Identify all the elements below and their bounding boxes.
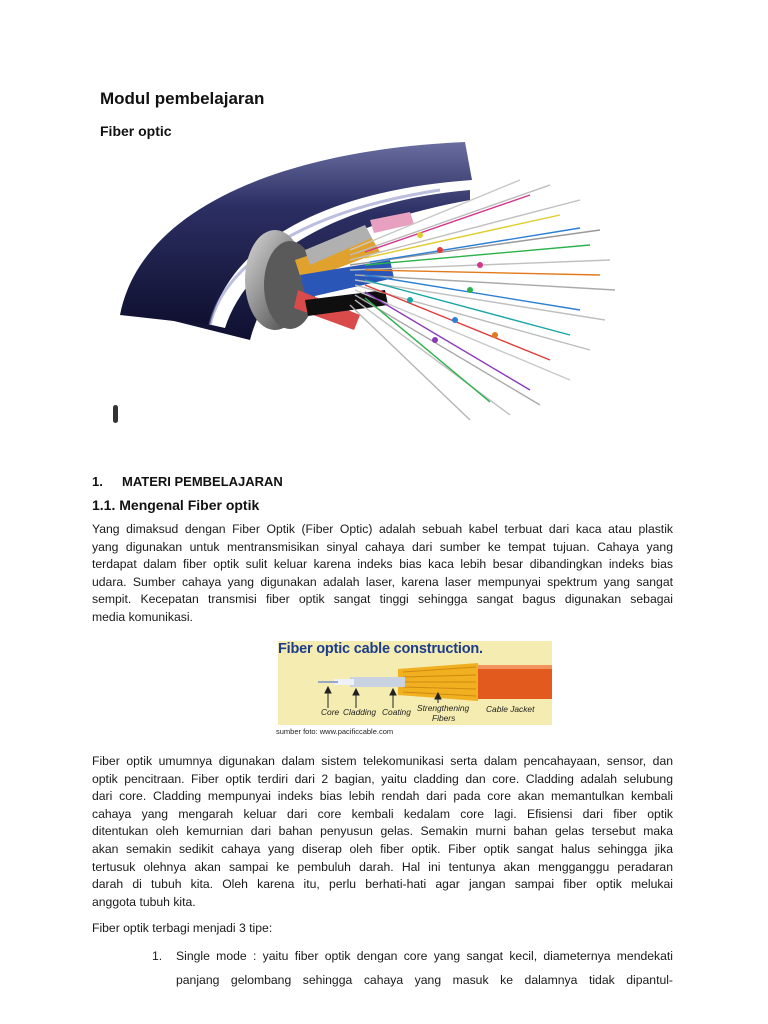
list-item-text	[176, 944, 673, 992]
section-heading-text: MATERI PEMBELAJARAN	[122, 474, 283, 489]
paragraph-usage	[92, 753, 673, 911]
section-number: 1.	[92, 474, 103, 489]
module-subtitle: Fiber optic	[100, 123, 172, 139]
paragraph-line: yang digunakan untuk mentransmisikan sinyal cahaya dari sumber ke tempat tujuan. Cahaya yang	[92, 539, 673, 554]
list-item-number: 1.	[152, 949, 163, 963]
section-heading	[92, 474, 283, 489]
paragraph-line: tertusuk olehnya akan sampai ke pembuluh darah. Hal ini tentunya akan mengganggu peradaran	[92, 859, 673, 874]
list-item-line: Single mode : yaitu fiber optik dengan core yang sangat kecil, diameternya mendekati	[176, 949, 673, 963]
diagram-title: Fiber optic cable construction.	[278, 641, 483, 657]
paragraph-line: optik pencitraan. Fiber optik terdiri dari 2 bagian, yaitu cladding dan core. Cladding adalah selubung	[92, 771, 673, 786]
paragraph-types-intro: Fiber optik terbagi menjadi 3 tipe:	[92, 921, 273, 935]
label-coating: Coating	[382, 707, 411, 717]
paragraph-line: akan semakin sedikit cahaya yang diserap oleh fiber optik. Fiber optik sangat halus sehingga jika	[92, 841, 673, 856]
fiber-optic-cable-photo	[110, 140, 630, 430]
paragraph-definition	[92, 521, 673, 627]
module-title: Modul pembelajaran	[100, 89, 265, 108]
sub-section-heading: 1.1. Mengenal Fiber optik	[92, 497, 260, 513]
paragraph-line: Fiber optik umumnya digunakan dalam sistem telekomunikasi serta dalam pencahayaan, sensor, dan	[92, 754, 673, 768]
paragraph-line: ditentukan oleh kemurnian dari bahan penyusun gelas. Semakin murni bahan gelas tersebut maka	[92, 824, 673, 839]
paragraph-line: anggota tubuh kita.	[92, 894, 196, 909]
paragraph-line: terdapat dalam fiber optik sulit keluar karena indeks bias kaca lebih besar dibandingkan indeks bias	[92, 557, 673, 572]
label-core: Core	[321, 707, 340, 717]
label-cable-jacket: Cable Jacket	[486, 704, 535, 714]
paragraph-line: udara. Sumber cahaya yang digunakan adalah laser, karena laser mempunyai spektrum yang sangat	[92, 574, 673, 589]
paragraph-line: sempit. Kecepatan transmisi fiber optik sangat tinggi sehingga sangat bagus digunakan sebagai	[92, 592, 673, 607]
image-fragment	[113, 405, 118, 423]
cable-construction-diagram	[278, 641, 552, 738]
image-source-credit: sumber foto: www.pacificcable.com	[276, 727, 394, 736]
paragraph-line: cahaya yang mengarah keluar dari core kembali kedalam core lagi. Efisiensi dari fiber optik	[92, 806, 673, 821]
label-strengthening: Strengthening	[417, 703, 470, 713]
paragraph-line: Yang dimaksud dengan Fiber Optik (Fiber Optic) adalah sebuah kabel terbuat dari kaca atau plastik	[92, 522, 673, 536]
paragraph-line: dari core. Cladding mempunyai indeks bias lebih rendah dari pada core akan memantulkan kembali	[92, 789, 673, 804]
paragraph-line: media komunikasi.	[92, 609, 193, 624]
label-cladding: Cladding	[343, 707, 377, 717]
list-item-line: panjang gelombang sehingga cahaya yang masuk ke dalamnya tidak dipantul-	[176, 973, 673, 987]
label-fibers: Fibers	[432, 713, 456, 723]
paragraph-line: darah di tubuh kita. Oleh karena itu, perlu berhati-hati agar jangan sampai fiber optik melukai	[92, 877, 673, 892]
